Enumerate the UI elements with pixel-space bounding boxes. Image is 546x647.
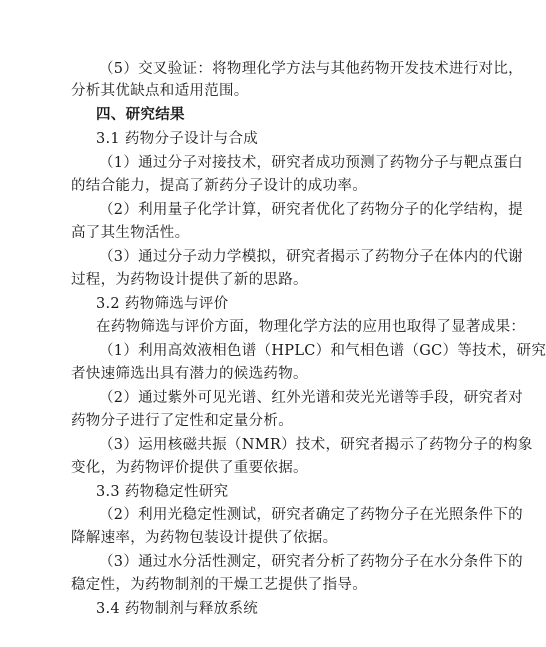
paragraph-line: 在药物筛选与评价方面，物理化学方法的应用也取得了显著成果： <box>96 319 526 335</box>
paragraph-line: 者快速筛选出具有潜力的候选药物。 <box>71 366 308 382</box>
paragraph-line: （3）运用核磁共振（NMR）技术，研究者揭示了药物分子的构象 <box>99 437 533 453</box>
paragraph-line: 分析其优缺点和适用范围。 <box>71 83 249 99</box>
subsection-heading: 3.4 药物制剂与释放系统 <box>96 601 259 617</box>
paragraph-line: 的结合能力，提高了新药分子设计的成功率。 <box>71 178 367 194</box>
paragraph-line: 药物分子进行了定性和定量分析。 <box>71 413 293 429</box>
subsection-heading: 3.2 药物筛选与评价 <box>96 296 229 312</box>
paragraph-line: 降解速率，为药物包装设计提供了依据。 <box>71 530 338 546</box>
paragraph-line: （3）通过水分活性测定，研究者分析了药物分子在水分条件下的 <box>99 554 523 570</box>
paragraph-line: （3）通过分子动力学模拟，研究者揭示了药物分子在体内的代谢 <box>99 249 523 265</box>
paragraph-line: （5）交叉验证：将物理化学方法与其他药物开发技术进行对比， <box>99 61 523 77</box>
subsection-heading: 3.3 药物稳定性研究 <box>96 484 229 500</box>
paragraph-line: 高了其生物活性。 <box>71 225 190 241</box>
paragraph-line: 变化，为药物评价提供了重要依据。 <box>71 460 308 476</box>
section-heading: 四、研究结果 <box>96 107 185 123</box>
paragraph-line: （2）利用光稳定性测试，研究者确定了药物分子在光照条件下的 <box>99 507 523 523</box>
subsection-heading: 3.1 药物分子设计与合成 <box>96 131 259 147</box>
paragraph-line: 稳定性，为药物制剂的干燥工艺提供了指导。 <box>71 577 367 593</box>
paragraph-line: （2）利用量子化学计算，研究者优化了药物分子的化学结构，提 <box>99 202 523 218</box>
paragraph-line: 过程，为药物设计提供了新的思路。 <box>71 272 308 288</box>
paragraph-line: （1）通过分子对接技术，研究者成功预测了药物分子与靶点蛋白 <box>99 155 523 171</box>
paragraph-line: （1）利用高效液相色谱（HPLC）和气相色谱（GC）等技术，研究 <box>99 343 546 359</box>
paragraph-line: （2）通过紫外可见光谱、红外光谱和荧光光谱等手段，研究者对 <box>99 390 523 406</box>
